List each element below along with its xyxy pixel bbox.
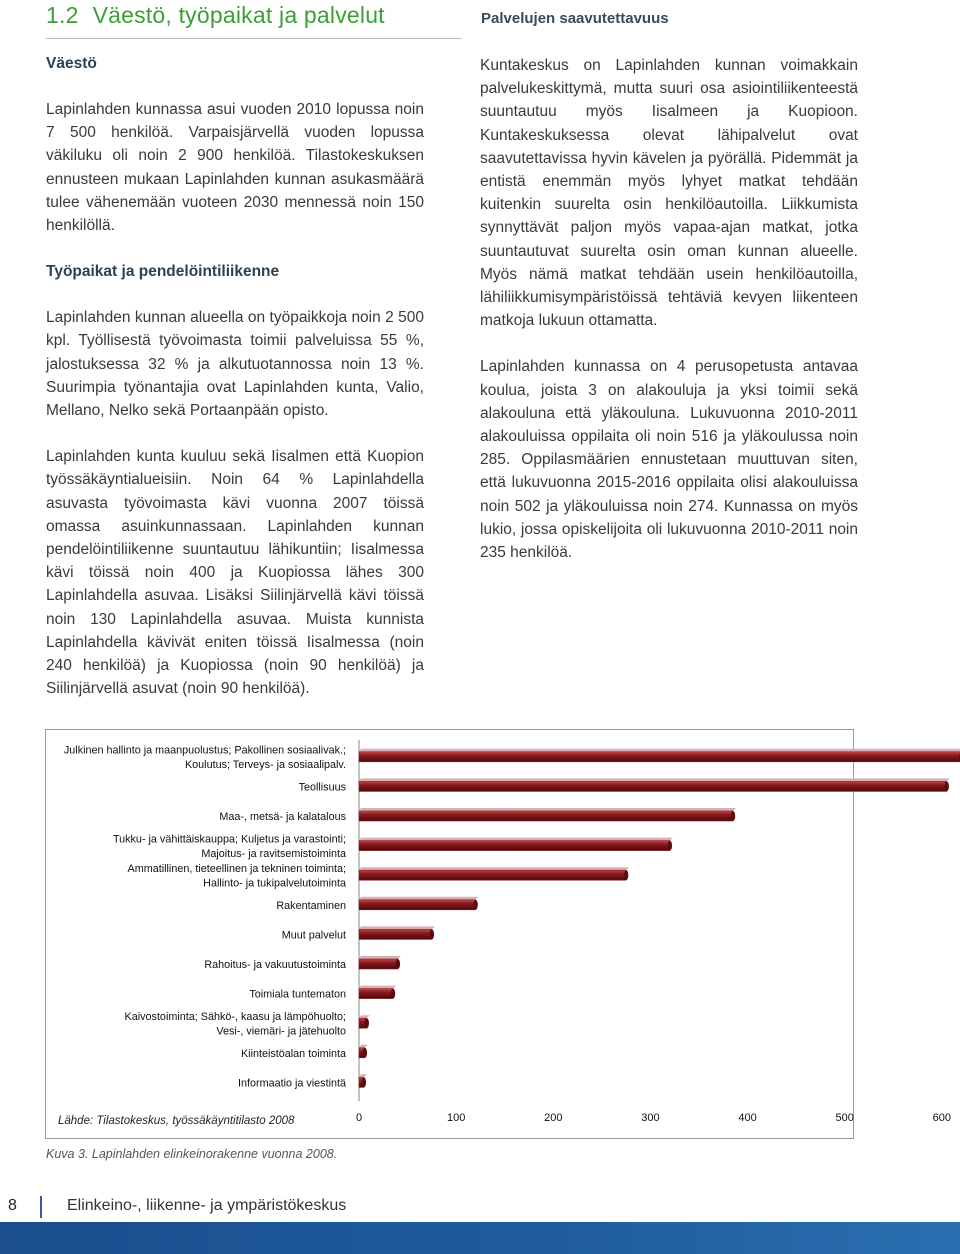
bar [359, 752, 960, 762]
bar-end-cap [365, 1018, 369, 1028]
bar [359, 929, 432, 939]
chart-frame [45, 729, 952, 1139]
category-label: Julkinen hallinto ja maanpuolustus; Pakollinen sosiaalivak.; [63, 744, 346, 757]
bar-end-cap [624, 870, 628, 880]
paragraph: Lapinlahden kunnassa on 4 perusopetusta antavaa koulua, joista 3 on alakouluja ja yksi toimii sekä alakouluna että yläkouluna. Lukuvuonna 2010-2011 alakouluissa oppilaita oli noin 516 ja yläkoulussa noin 285. Oppilasmäärien ennustetaan muuttuvan siten, että lukuvuonna 2015-2016 oppilaita olisi alakouluissa noin 502 ja yläkouluissa noin 274. Kunnassa on myös lukio, jossa opiskelijoita oli lukuvuonna 2010-2011 noin 235 henkilöä. [480, 358, 858, 562]
x-tick-label: 500 [835, 1112, 854, 1125]
bar-top-face [359, 926, 435, 929]
category-label: Toimiala tuntematon [249, 988, 346, 1001]
bar-end-cap [362, 1077, 366, 1087]
category-label: Koulutus; Terveys- ja sosiaalipalv. [184, 759, 346, 772]
bar-end-cap [396, 959, 400, 969]
right-text-column [480, 54, 858, 564]
side-heading: Palvelujen saavutettavuus [481, 10, 669, 27]
category-label: Majoitus- ja ravitsemistoiminta [201, 847, 346, 860]
spacer [46, 75, 424, 98]
bar [359, 870, 626, 880]
bar [359, 811, 733, 821]
paragraph: Lapinlahden kunnan alueella on työpaikkoja noin 2 500 kpl. Työllisestä työvoimasta toimii palveluissa 55 %, jalostuksessa 32 % ja alkutuotannossa noin 13 %. Suurimpia työnantajia ovat Lapinlahden kunta, Valio, Mellano, Nelko sekä Portaanpään opisto. [46, 309, 424, 420]
bar-top-face [359, 1074, 367, 1077]
chart-source: Lähde: Tilastokeskus, työssäkäyntitilasto 2008 [58, 1115, 295, 1127]
x-tick-label: 600 [932, 1112, 952, 1125]
x-tick-label: 300 [641, 1112, 660, 1125]
section-number: 1.2 [46, 2, 79, 28]
bar-top-face [359, 749, 960, 752]
bar-top-face [359, 956, 401, 959]
category-label: Maa-, metsä- ja kalatalous [219, 811, 346, 823]
category-label: Vesi-, viemäri- ja jätehuolto [216, 1025, 346, 1038]
bar-top-face [359, 986, 396, 989]
bar [359, 989, 393, 999]
x-tick-label: 400 [738, 1112, 757, 1125]
bar-end-cap [731, 811, 735, 821]
bar [359, 900, 476, 910]
bar-top-face [359, 808, 736, 811]
section-heading: Väestö, työpaikat ja palvelut [92, 2, 385, 28]
category-label: Kaivostoiminta; Sähkö-, kaasu ja lämpöhuolto; [124, 1010, 346, 1023]
bar-top-face [359, 838, 673, 841]
category-label: Ammatillinen, tieteellinen ja tekninen toiminta; [127, 862, 346, 875]
category-label: Kiinteistöalan toiminta [240, 1047, 346, 1060]
left-text-column [46, 52, 424, 700]
footer-band [0, 1222, 960, 1254]
subheading: Työpaikat ja pendelöintiliikenne [46, 263, 280, 281]
bar-end-cap [363, 1048, 367, 1058]
spacer [46, 283, 424, 306]
category-label: Hallinto- ja tukipalvelutoiminta [203, 877, 346, 890]
category-label: Tukku- ja vähittäiskauppa; Kuljetus ja varastointi; [112, 833, 346, 846]
bar [359, 959, 398, 969]
bar-top-face [359, 897, 479, 900]
bar-end-cap [430, 929, 434, 939]
bar-top-face [359, 1015, 370, 1018]
bar-end-cap [391, 989, 395, 999]
bar-end-cap [944, 781, 948, 791]
category-label: Rahoitus- ja vakuutustoiminta [204, 959, 346, 971]
category-label: Informaatio ja viestintä [237, 1077, 346, 1090]
category-label: Rakentaminen [276, 899, 346, 912]
bar-top-face [359, 778, 950, 781]
footer-divider [40, 1196, 42, 1218]
subheading: Väestö [46, 55, 97, 72]
x-tick-label: 0 [355, 1112, 363, 1125]
spacer [46, 237, 424, 260]
bar [359, 841, 670, 851]
bar-top-face [359, 1045, 368, 1048]
footer-title: Elinkeino-, liikenne- ja ympäristökeskus [67, 1197, 347, 1214]
category-label: Teollisuus [298, 781, 346, 794]
figure-caption: Kuva 3. Lapinlahden elinkeinorakenne vuonna 2008. [46, 1147, 338, 1161]
industry-bar-chart [46, 730, 952, 1138]
spacer [46, 422, 424, 445]
page-number: 8 [8, 1197, 17, 1214]
paragraph: Lapinlahden kunnassa asui vuoden 2010 lopussa noin 7 500 henkilöä. Varpaisjärvellä vuoden lopussa väkiluku oli noin 2 900 henkilöä. Tilastokeskuksen ennusteen mukaan Lapinlahden kunnan asukasmäärä tulee vähenemään vuoteen 2030 mennessä noin 150 henkilöllä. [46, 101, 424, 235]
paragraph: Kuntakeskus on Lapinlahden kunnan voimakkain palvelukeskittymä, mutta suuri osa asiointiliikenteestä suuntautuu myös Iisalmeen ja Kuopioon. Kuntakeskuksessa olevat lähipalvelut ovat saavutettavissa hyvin kävelen ja pyörällä. Pidemmät ja entistä enemmän myös lyhyet matkat tehdään kuitenkin suurelta osin henkilöautoilla. Liikkumista synnyttävät paljon myös vapaa-ajan matkat, jotka suuntautuvat suurelta osin oman kunnan alueelle. Myös nämä matkat tehdään usein henkilöautoilla, lähiliikkumisympäristöissä tehtäviä kevyen liikenteen matkoja lukuun ottamatta. [480, 57, 858, 330]
bar-top-face [359, 867, 629, 870]
spacer [480, 332, 858, 355]
x-tick-label: 200 [544, 1112, 563, 1125]
paragraph: Lapinlahden kunta kuuluu sekä Iisalmen että Kuopion työssäkäyntialueisiin. Noin 64 % Lapinlahdella asuvasta työvoimasta kävi vuonna 2007 töissä omassa asuinkunnassaan. Lapinlahden kunnan pendelöintiliikenne suuntautuu lähikuntiin; Iisalmessa kävi töissä noin 400 ja Kuopiossa lähes 300 Lapinlahdella asuvaa. Lisäksi Siilinjärvellä kävi töissä noin 130 Lapinlahdella asuvaa. Muista kunnista Lapinlahdella kävivät eniten töissä Iisalmessa (noin 240 henkilöä) ja Kuopiossa (noin 90 henkilöä) ja Siilinjärvellä asuvat (noin 90 henkilöä). [46, 448, 424, 698]
section-title [46, 2, 385, 29]
bar [359, 781, 947, 791]
bar-end-cap [668, 841, 672, 851]
x-tick-label: 100 [446, 1112, 466, 1125]
section-divider [46, 38, 462, 39]
category-label: Muut palvelut [281, 929, 346, 942]
bar-end-cap [473, 900, 477, 910]
